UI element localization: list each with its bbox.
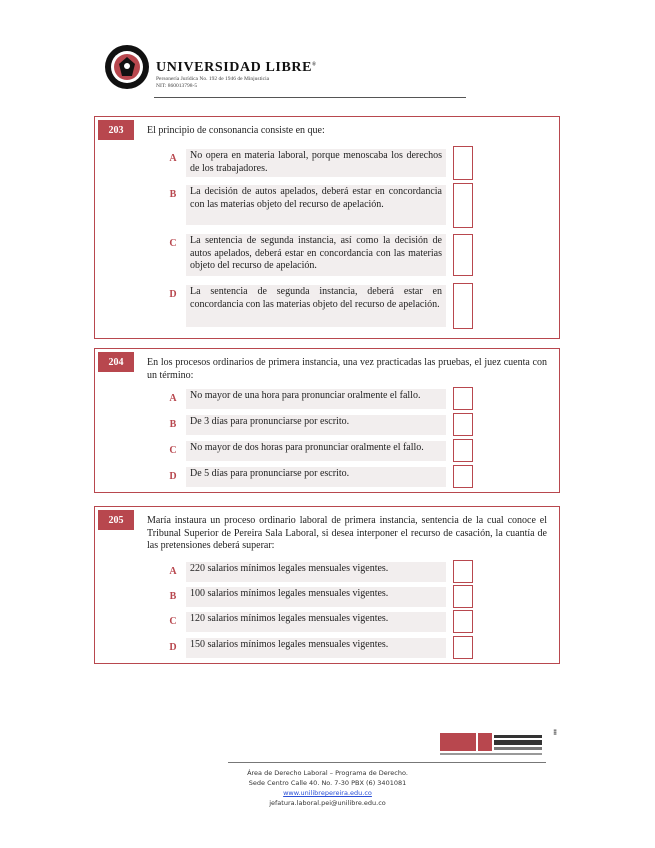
option-letter: A [169,393,177,404]
answer-checkbox[interactable] [453,636,473,659]
footer-area: Área de Derecho Laboral – Programa de Derecho. [247,769,408,777]
answer-checkbox[interactable] [453,234,473,276]
option-letter: B [169,591,177,602]
question-text: El principio de consonancia consiste en que: [147,125,325,136]
question-text: En los procesos ordinarios de primera instancia, una vez practicadas las pruebas, el juez cuenta con un término: [147,357,547,381]
accreditation-logo-icon [440,731,544,757]
answer-checkbox[interactable] [453,585,473,608]
answer-checkbox[interactable] [453,413,473,436]
university-name: UNIVERSIDAD LIBRE® [156,60,317,75]
document-footer [200,768,455,808]
footer-email[interactable]: jefatura.laboral.pei@unilibre.edu.co [269,799,386,807]
footer-address: Sede Centro Calle 40. No. 7-30 PBX (6) 3401081 [248,779,407,787]
answer-checkbox[interactable] [453,610,473,633]
question-number: 205 [98,510,134,530]
option-letter: C [169,238,177,249]
option-text: La decisión de autos apelados, deberá estar en concordancia con las materias objeto del recurso de apelación. [186,185,446,225]
option-letter: B [169,189,177,200]
option-text: De 3 días para pronunciarse por escrito. [186,415,446,435]
footer-rule [228,762,546,763]
answer-checkbox[interactable] [453,387,473,410]
option-letter: A [169,153,177,164]
document-header [104,44,466,100]
footer-website-link[interactable]: www.unilibrepereira.edu.co [283,789,372,797]
answer-checkbox[interactable] [453,283,473,329]
answer-checkbox[interactable] [453,146,473,180]
option-letter: C [169,445,177,456]
option-text: De 5 días para pronunciarse por escrito. [186,467,446,487]
option-text: No mayor de una hora para pronunciar oralmente el fallo. [186,389,446,409]
question-205 [94,506,560,664]
option-text: 100 salarios mínimos legales mensuales vigentes. [186,587,446,607]
option-letter: B [169,419,177,430]
answer-checkbox[interactable] [453,183,473,228]
option-letter: A [169,566,177,577]
vertical-mark: ▮▮▮ [553,729,557,735]
header-rule [154,97,466,98]
question-number: 204 [98,352,134,372]
option-letter: C [169,616,177,627]
answer-checkbox[interactable] [453,439,473,462]
option-text: 220 salarios mínimos legales mensuales vigentes. [186,562,446,582]
option-letter: D [169,642,177,653]
option-text: La sentencia de segunda instancia, así como la decisión de autos apelados, deberá estar en concordancia con las materias objeto del recurso de apelación. [186,234,446,276]
answer-checkbox[interactable] [453,465,473,488]
option-letter: D [169,289,177,300]
question-203 [94,116,560,339]
university-seal-icon [104,44,150,90]
university-subline: Personería Jurídica No. 192 de 1946 de Minjusticia NIT: 860013798-5 [156,76,270,89]
answer-checkbox[interactable] [453,560,473,583]
option-text: 150 salarios mínimos legales mensuales vigentes. [186,638,446,658]
option-text: No opera en materia laboral, porque menoscaba los derechos de los trabajadores. [186,149,446,177]
question-number: 203 [98,120,134,140]
question-text: María instaura un proceso ordinario laboral de primera instancia, sentencia de la cual conoce el Tribunal Superior de Pereira Sala Laboral, si desea interponer el recurso de casación, la cuantía de las pretensiones deberá superar: [147,515,547,551]
question-204 [94,348,560,493]
option-text: 120 salarios mínimos legales mensuales vigentes. [186,612,446,632]
option-text: No mayor de dos horas para pronunciar oralmente el fallo. [186,441,446,461]
option-text: La sentencia de segunda instancia, deberá estar en concordancia con las materias objeto del recurso de apelación. [186,285,446,327]
option-letter: D [169,471,177,482]
